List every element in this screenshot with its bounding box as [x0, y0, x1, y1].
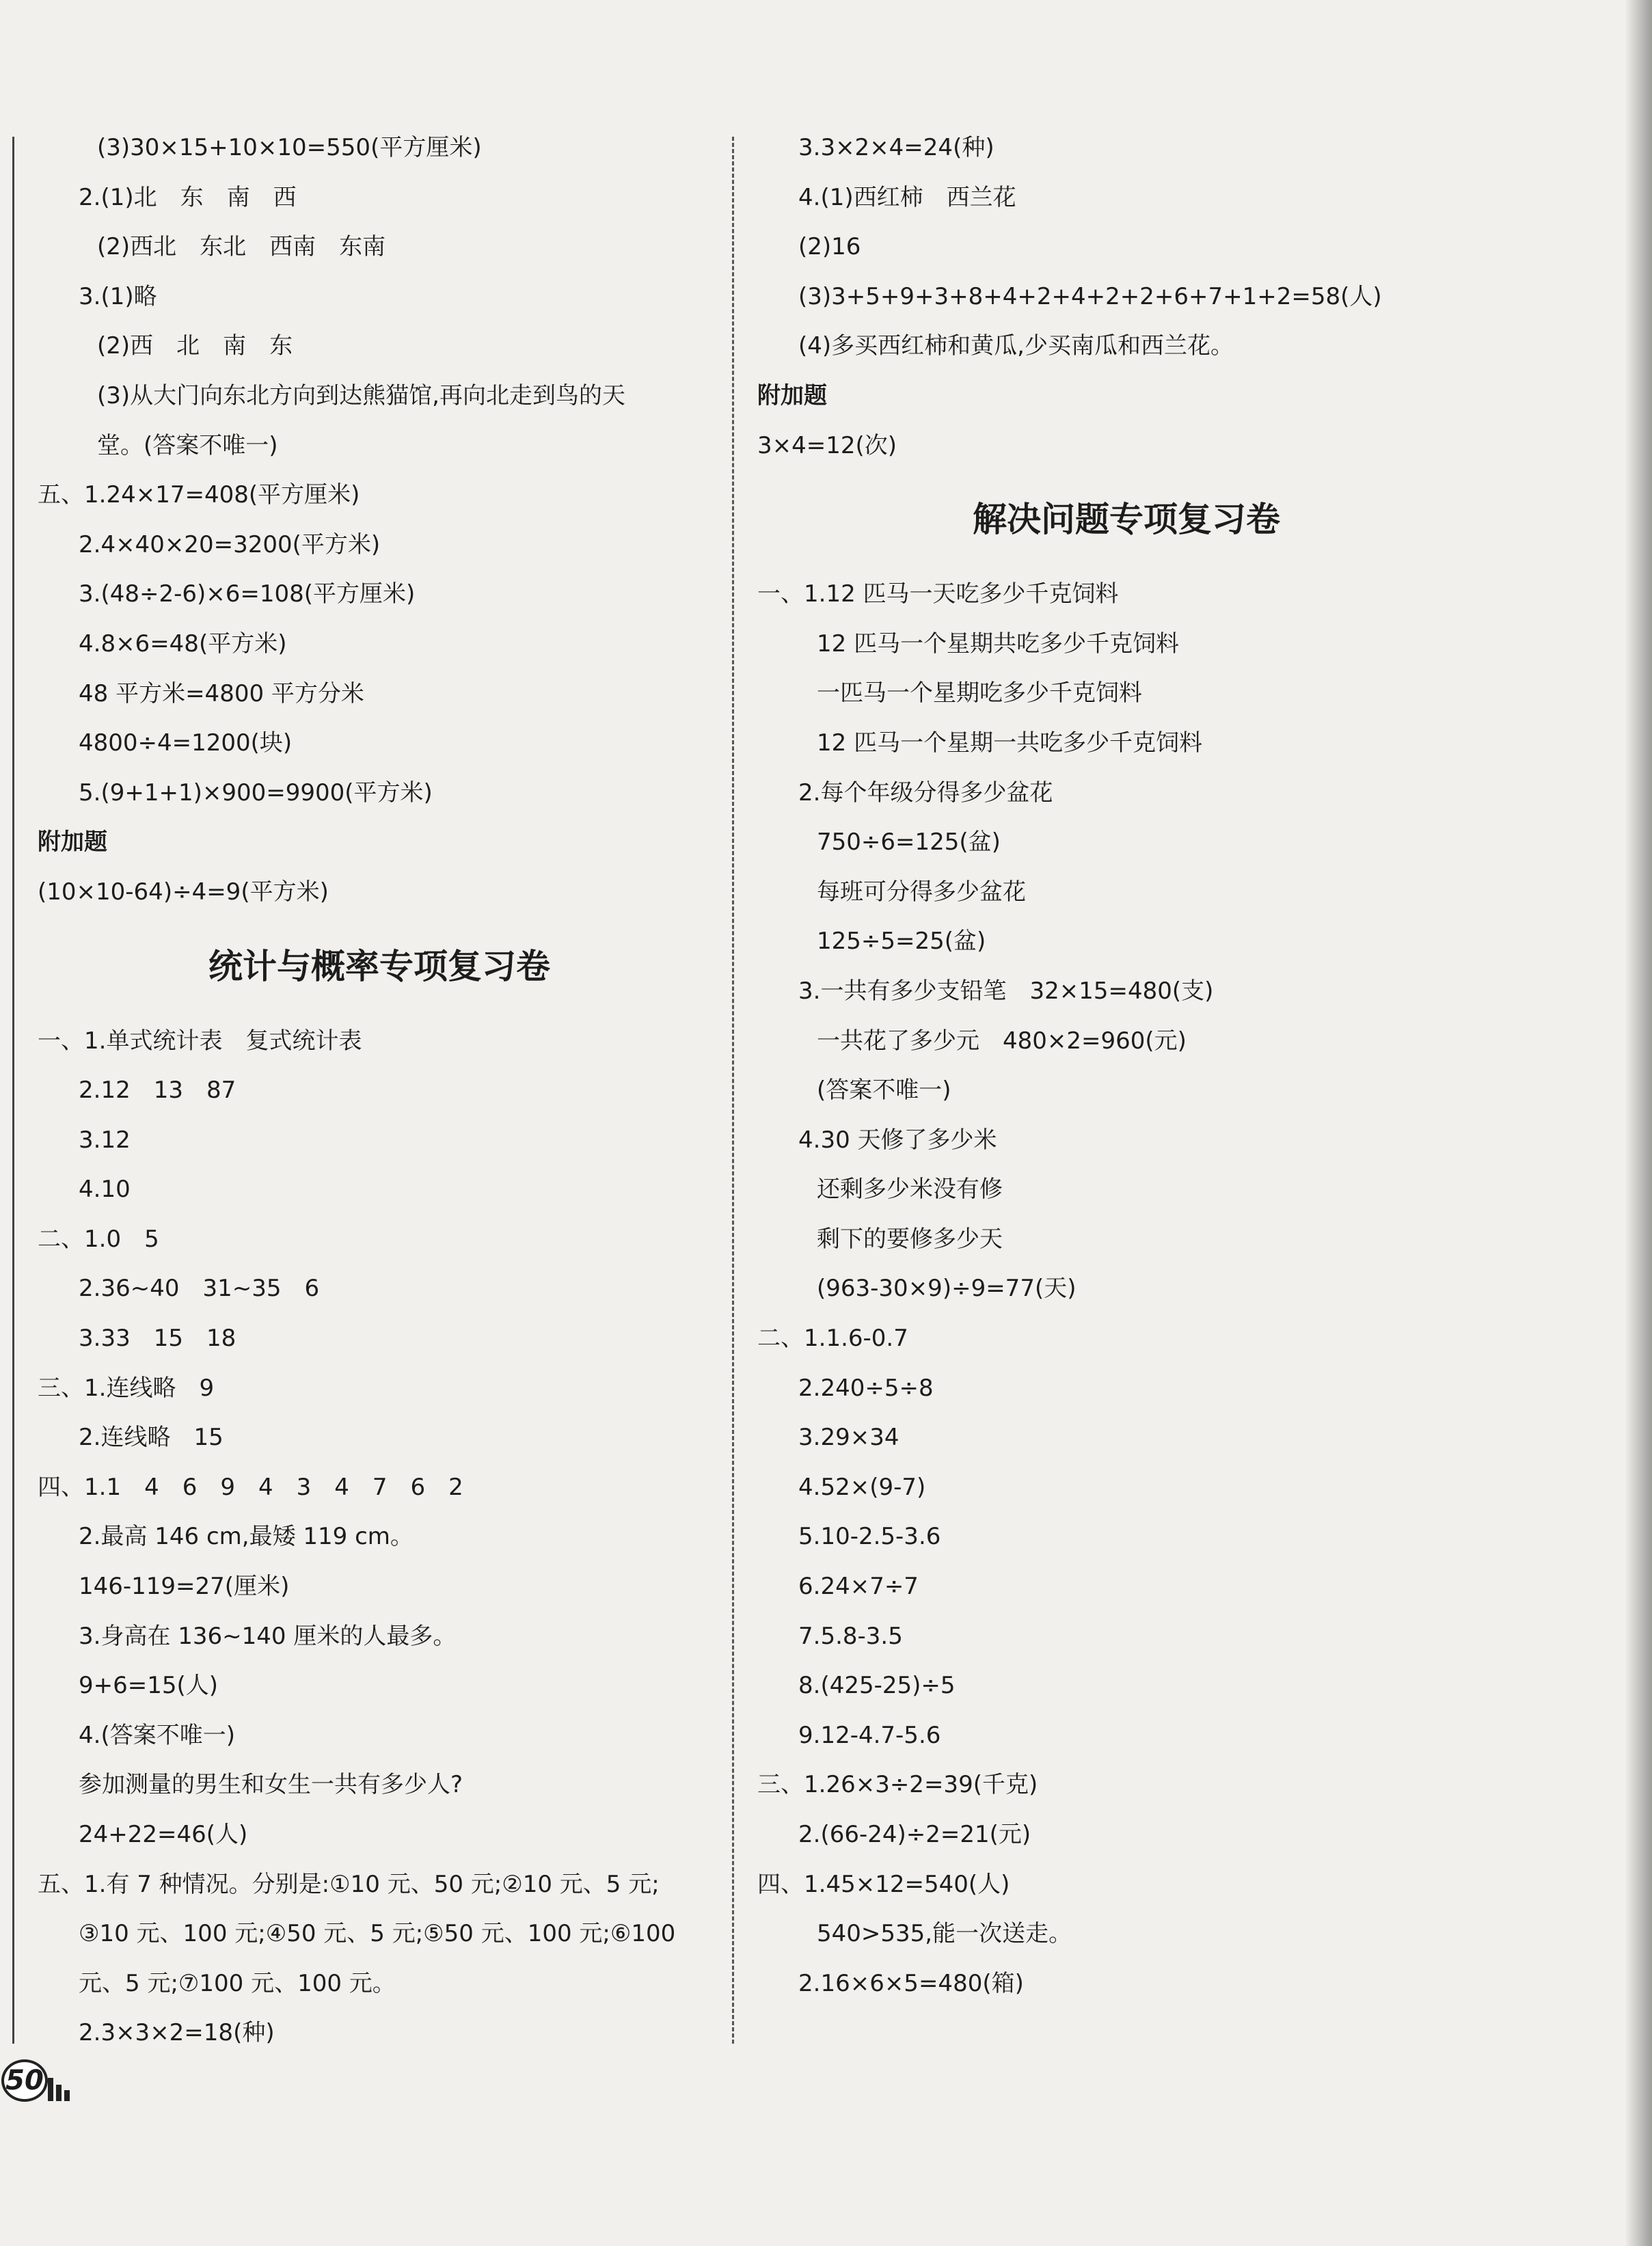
- answer-line: (答案不唯一): [817, 1077, 951, 1105]
- subsection-label: 附加题: [757, 381, 827, 409]
- answer-line: (4)多买西红柿和黄瓜,少买南瓜和西兰花。: [798, 332, 1234, 360]
- answer-line: 2.3×3×2=18(种): [79, 2019, 275, 2047]
- answer-line: (963-30×9)÷9=77(天): [817, 1275, 1076, 1303]
- answer-line: 4.(答案不唯一): [79, 1721, 235, 1749]
- answer-line: 4.52×(9-7): [798, 1473, 926, 1501]
- answer-line: 三、1.连线略 9: [38, 1374, 215, 1402]
- answer-line: 3.3×2×4=24(种): [798, 134, 994, 161]
- answer-line: 2.连线略 15: [79, 1424, 224, 1452]
- answer-line: 540>535,能一次送走。: [817, 1920, 1072, 1948]
- answer-line: 2.36~40 31~35 6: [79, 1275, 320, 1303]
- column-divider: [732, 137, 734, 2044]
- answer-line: 4.10: [79, 1176, 131, 1204]
- answer-line: 125÷5=25(盆): [817, 928, 986, 956]
- answer-line: 4.30 天修了多少米: [798, 1126, 997, 1154]
- answer-line: 2.(1)北 东 南 西: [79, 183, 297, 211]
- answer-line: 2.最高 146 cm,最矮 119 cm。: [79, 1523, 414, 1551]
- answer-line: 元、5 元;⑦100 元、100 元。: [79, 1969, 396, 1997]
- page-number: 50: [1, 2059, 48, 2102]
- answer-line: 4800÷4=1200(块): [79, 729, 293, 757]
- answer-line: (2)16: [798, 233, 861, 261]
- answer-line: 二、1.0 5: [38, 1225, 159, 1253]
- answer-line: 6.24×7÷7: [798, 1573, 919, 1601]
- answer-line: 5.(9+1+1)×900=9900(平方米): [79, 779, 433, 807]
- answer-line: 2.每个年级分得多少盆花: [798, 779, 1053, 807]
- answer-line: 9+6=15(人): [79, 1672, 219, 1700]
- answer-line: 12 匹马一个星期一共吃多少千克饲料: [817, 729, 1203, 757]
- left-margin-rule: [12, 137, 14, 2044]
- answer-line: 三、1.26×3÷2=39(千克): [757, 1771, 1038, 1799]
- answer-line: 3×4=12(次): [757, 431, 897, 459]
- answer-line: 五、1.有 7 种情况。分别是:①10 元、50 元;②10 元、5 元;: [38, 1870, 660, 1898]
- answer-line: 五、1.24×17=408(平方厘米): [38, 481, 360, 509]
- answer-line: 剩下的要修多少天: [817, 1225, 1003, 1253]
- answer-line: 750÷6=125(盆): [817, 828, 1001, 856]
- answer-line: 2.4×40×20=3200(平方米): [79, 530, 381, 558]
- section-heading: 统计与概率专项复习卷: [208, 946, 550, 986]
- answer-line: 3.一共有多少支铅笔 32×15=480(支): [798, 977, 1214, 1005]
- answer-line: 一共花了多少元 480×2=960(元): [817, 1027, 1187, 1055]
- answer-line: (10×10-64)÷4=9(平方米): [38, 878, 329, 906]
- answer-line: 9.12-4.7-5.6: [798, 1721, 941, 1749]
- page-edge-shadow: [1625, 0, 1652, 2246]
- answer-line: 每班可分得多少盆花: [817, 878, 1026, 906]
- answer-line: 二、1.1.6-0.7: [757, 1325, 908, 1353]
- answer-line: 3.(1)略: [79, 282, 157, 310]
- right-column: [757, 123, 1441, 2008]
- answer-line: 48 平方米=4800 平方分米: [79, 679, 364, 707]
- section-heading: 解决问题专项复习卷: [973, 500, 1280, 540]
- answer-line: 还剩多少米没有修: [817, 1176, 1003, 1204]
- answer-line: 3.12: [79, 1126, 131, 1154]
- answer-line: 2.(66-24)÷2=21(元): [798, 1821, 1031, 1848]
- answer-line: 24+22=46(人): [79, 1821, 248, 1848]
- answer-line: 3.33 15 18: [79, 1325, 236, 1353]
- answer-line: 7.5.8-3.5: [798, 1622, 903, 1650]
- answer-line: 一、1.单式统计表 复式统计表: [38, 1027, 362, 1055]
- answer-line: 146-119=27(厘米): [79, 1573, 290, 1601]
- answer-line: 4.8×6=48(平方米): [79, 630, 287, 658]
- left-column: [38, 123, 721, 2058]
- answer-line: ③10 元、100 元;④50 元、5 元;⑤50 元、100 元;⑥100: [79, 1920, 676, 1948]
- answer-line: 12 匹马一个星期共吃多少千克饲料: [817, 630, 1180, 658]
- answer-line: (3)30×15+10×10=550(平方厘米): [97, 134, 482, 161]
- answer-line: (2)西 北 南 东: [97, 332, 293, 360]
- answer-line: 5.10-2.5-3.6: [798, 1523, 941, 1551]
- answer-line: 2.12 13 87: [79, 1077, 236, 1105]
- answer-line: 3.(48÷2-6)×6=108(平方厘米): [79, 580, 416, 608]
- subsection-label: 附加题: [38, 828, 107, 856]
- answer-line: 四、1.45×12=540(人): [757, 1870, 1010, 1898]
- answer-line: 3.身高在 136~140 厘米的人最多。: [79, 1622, 457, 1650]
- answer-line: 2.240÷5÷8: [798, 1374, 934, 1402]
- answer-line: (3)3+5+9+3+8+4+2+4+2+2+6+7+1+2=58(人): [798, 282, 1382, 310]
- bar-graph-icon: [48, 2078, 72, 2101]
- answer-line: 8.(425-25)÷5: [798, 1672, 956, 1700]
- answer-line: (3)从大门向东北方向到达熊猫馆,再向北走到鸟的天: [97, 381, 625, 409]
- answer-line: 一匹马一个星期吃多少千克饲料: [817, 679, 1142, 707]
- answer-line: 2.16×6×5=480(箱): [798, 1969, 1024, 1997]
- answer-line: 参加测量的男生和女生一共有多少人?: [79, 1771, 463, 1799]
- answer-line: 4.(1)西红柿 西兰花: [798, 183, 1016, 211]
- answer-line: 四、1.1 4 6 9 4 3 4 7 6 2: [38, 1473, 463, 1501]
- answer-line: (2)西北 东北 西南 东南: [97, 233, 386, 261]
- answer-line: 3.29×34: [798, 1424, 899, 1452]
- answer-line: 堂。(答案不唯一): [97, 431, 278, 459]
- answer-line: 一、1.12 匹马一天吃多少千克饲料: [757, 580, 1119, 608]
